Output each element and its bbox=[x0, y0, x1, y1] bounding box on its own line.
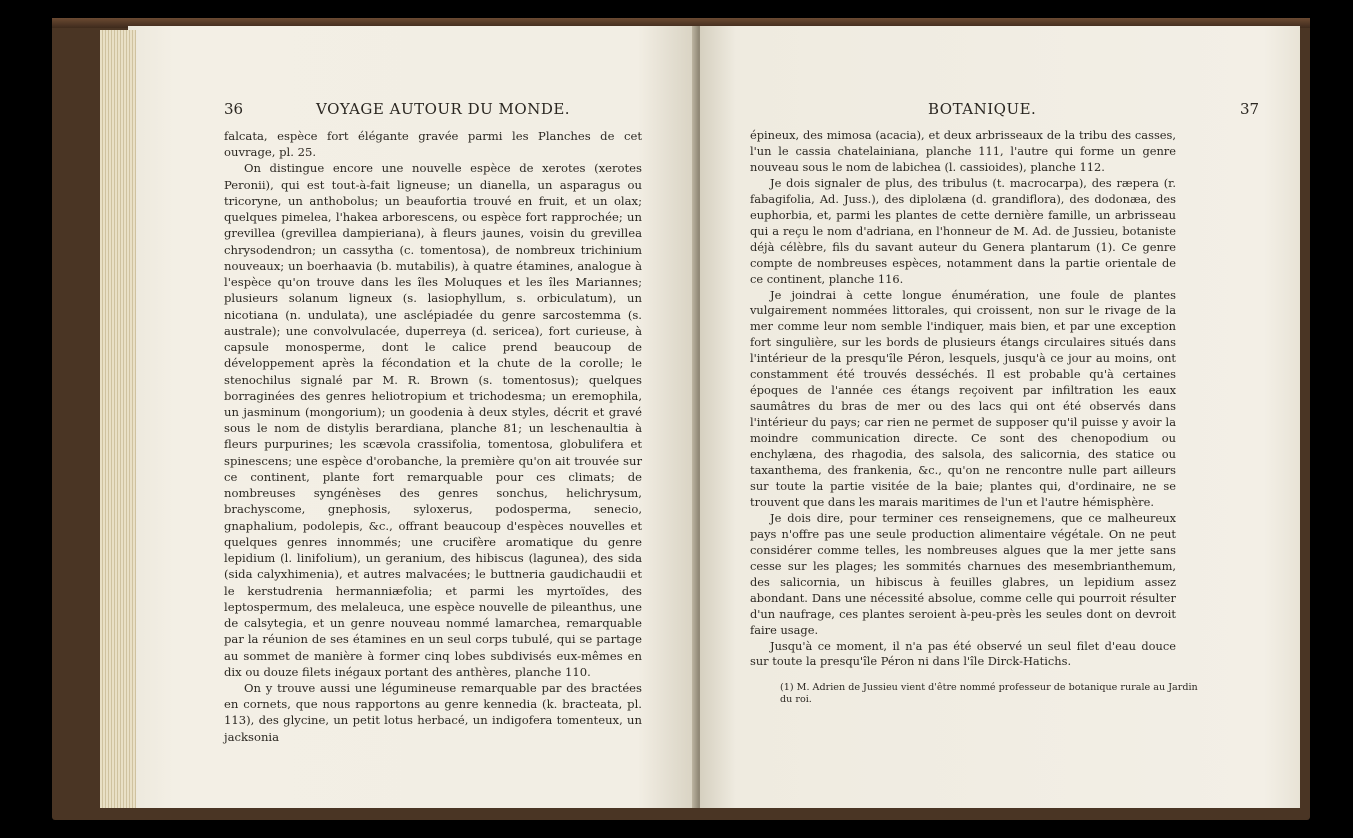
right-paragraph-3: Je joindrai à cette longue énumération, une foule de plantes vulgairement nommées littorales, qui croissent, non sur le rivage de la mer comme leur nom semble l'indiquer, mais bien, et par une exception fort singulière, sur les bords de plusieurs étangs circulaires situés dans l'intérieur de la presqu'île Péron, lesquels, jusqu'à ce jour au moins, ont constamment été trouvés desséchés. Il est probable qu'à certaines époques de l'année ces étangs reçoivent par infiltration les eaux saumâtres du bras de mer ou des lacs qui ont été observés dans l'intérieur du pays; car rien ne permet de supposer qu'il puisse y avoir la moindre communication directe. Ce sont des chenopodium ou enchylæna, des rhagodia, des salsola, des salicornia, des statice ou taxanthema, des frankenia, &c., qu'on ne rencontre nulle part ailleurs sur toute la partie visitée de la baie; plantes qui, d'ordinaire, ne se trouvent que dans les marais maritimes de l'un et l'autre hémisphère. bbox=[750, 287, 1176, 509]
left-body-text bbox=[224, 128, 642, 745]
right-page-number: 37 bbox=[1240, 100, 1260, 118]
page-edges bbox=[100, 30, 136, 808]
right-paragraph-4: Je dois dire, pour terminer ces renseignemens, que ce malheureux pays n'offre pas une seule production alimentaire végétale. On ne peut considérer comme telles, les nombreuses algues que la mer jette sans cesse sur les plages; les sommités charnues des mesembrianthemum, des salicornia, un hibiscus à feuilles glabres, un lepidium assez abondant. Dans une nécessité absolue, comme celle qui pourroit résulter d'un naufrage, ces plantes seroient à-peu-près les seules dont on devroit faire usage. bbox=[750, 510, 1176, 637]
right-page bbox=[700, 26, 1300, 808]
right-paragraph-5: Jusqu'à ce moment, il n'a pas été observé un seul filet d'eau douce sur toute la presqu'île Péron ni dans l'île Dirck-Hatichs. bbox=[750, 638, 1176, 669]
left-paragraph-2: On distingue encore une nouvelle espèce de xerotes (xerotes Peronii), qui est tout-à-fait ligneuse; un dianella, un asparagus ou tricoryne, un anthobolus; un beaufortia trouvé en fruit, et un olax; quelques pimelea, l'hakea arborescens, ou espèce fort rapprochée; un grevillea (grevillea dampieriana), à fleurs jaunes, voisin du grevillea chrysodendron; un cassytha (c. tomentosa), de nombreux trichinium nouveaux; un boerhaavia (b. mutabilis), à quatre étamines, analogue à l'espèce qu'on trouve dans les îles Moluques et les îles Mariannes; plusieurs solanum ligneux (s. lasiophyllum, s. orbiculatum), un nicotiana (n. undulata), une asclépiadée du genre sarcostemma (s. australe); une convolvulacée, duperreya (d. sericea), fort curieuse, à capsule monosperme, dont le calice prend beaucoup de développement après la fécondation et la chute de la corolle; le stenochilus signalé par M. R. Brown (s. tomentosus); quelques borraginées des genres heliotropium et trichodesma; un eremophila, un jasminum (mongorium); un goodenia à deux styles, décrit et gravé sous le nom de distylis berardiana, planche 81; un leschenaultia à fleurs purpurines; les scævola crassifolia, tomentosa, globulifera et spinescens; une espèce d'orobanche, la première qu'on ait trouvée sur ce continent, plante fort remarquable pour ces climats; de nombreuses syngénèses des genres sonchus, helichrysum, brachyscome, gnephosis, syloxerus, podosperma, senecio, gnaphalium, podolepis, &c., offrant beaucoup d'espèces nouvelles et quelques genres innommés; une crucifère aromatique du genre lepidium (l. linifolium), un geranium, des hibiscus (lagunea), des sida (sida calyxhimenia), et autres malvacées; le buttneria gaudichaudii et le kerstudrenia hermanniæfolia; et parmi les myrtoïdes, des leptospermum, des melaleuca, une espèce nouvelle de pileanthus, une de calsytegia, et un genre nouveau nommé lamarchea, remarquable par la réunion de ses étamines en un seul corps tubulé, qui se partage au sommet de manière à former cinq lobes subdivisés eux-mêmes en dix ou douze filets inégaux portant des anthères, planche 110. bbox=[224, 161, 642, 679]
right-body-text bbox=[750, 128, 1176, 670]
right-running-head: BOTANIQUE. bbox=[928, 100, 1037, 118]
left-page bbox=[128, 26, 694, 808]
right-paragraph-1: épineux, des mimosa (acacia), et deux arbrisseaux de la tribu des casses, l'un le cassia chatelainiana, planche 111, l'autre qui forme un genre nouveau sous le nom de labichea (l. cassioides), planche 112. bbox=[750, 128, 1176, 174]
left-running-head: VOYAGE AUTOUR DU MONDE. bbox=[316, 100, 571, 118]
left-paragraph-3: On y trouve aussi une légumineuse remarquable par des bractées en cornets, que nous rapportons au genre kennedia (k. bracteata, pl. 113), des glycine, un petit lotus herbacé, un indigofera tomenteux, un jacksonia bbox=[224, 680, 642, 744]
right-footnote: (1) M. Adrien de Jussieu vient d'être nommé professeur de botanique rurale au Jardin du roi. bbox=[780, 682, 1198, 705]
left-page-number: 36 bbox=[224, 100, 244, 118]
left-paragraph-1: falcata, espèce fort élégante gravée parmi les Planches de cet ouvrage, pl. 25. bbox=[224, 129, 642, 160]
right-paragraph-2: Je dois signaler de plus, des tribulus (t. macrocarpa), des ræpera (r. fabagifolia, Ad. Juss.), des diplolæna (d. grandiflora), des dodonæa, des euphorbia, et, parmi les plantes de cette dernière famille, un arbrisseau qui a reçu le nom d'adriana, en l'honneur de M. Ad. de Jussieu, botaniste déjà célèbre, fils du savant auteur du Genera plantarum (1). Ce genre compte de nombreuses espèces, notamment dans la partie orientale de ce continent, planche 116. bbox=[750, 175, 1176, 286]
